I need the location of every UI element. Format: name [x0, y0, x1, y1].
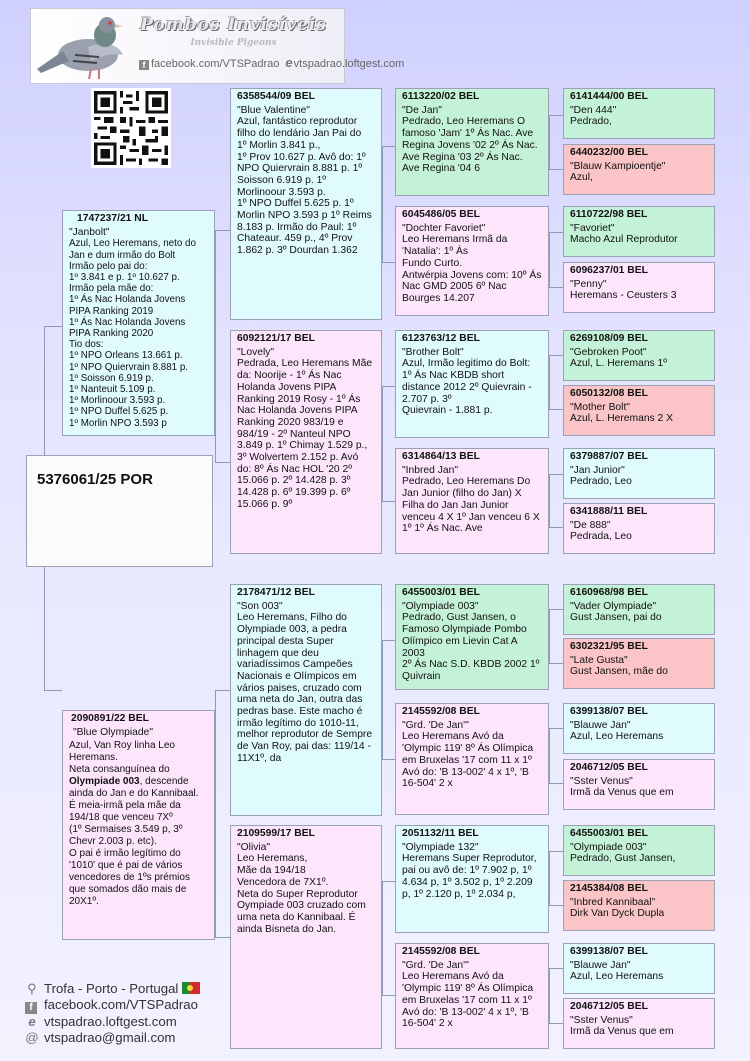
ring-id: 6358544/09 BEL — [237, 91, 315, 102]
great-grandparent-box[interactable] — [395, 330, 549, 438]
bird-name: "Vader Olympiade" — [570, 600, 657, 612]
bird-description: Leo Heremans, Mãe da 194/18 Vencedora de 7X1º. Neta do Super Reprodutor Oympiade 003 cruzado com uma neta do Kannibaal. É ainda Bisneta do Jan. — [237, 853, 366, 935]
grandsire-paternal-box[interactable] — [230, 88, 382, 320]
bird-name: "Late Gusta" — [570, 654, 628, 666]
bird-name: "Sster Venus" — [570, 775, 633, 787]
bird-name: "Blue Valentine" — [237, 104, 310, 116]
bird-description: Dirk Van Dyck Dupla — [570, 908, 665, 920]
pigeon-icon — [33, 11, 133, 83]
connector-line — [549, 609, 563, 610]
header-site-link[interactable]: vtspadrao.loftgest.com — [293, 58, 405, 70]
connector-line — [549, 232, 563, 233]
connector-line — [382, 995, 395, 996]
ancestor-box[interactable] — [563, 759, 715, 810]
bird-name: "Grd. 'De Jan'" — [402, 959, 469, 971]
ring-id: 2178471/12 BEL — [237, 587, 315, 598]
location-pin-icon: ⚲ — [27, 981, 37, 996]
bird-name: "Grd. 'De Jan'" — [402, 719, 469, 731]
connector-line — [549, 169, 563, 170]
connector-line — [382, 881, 395, 882]
ring-id: 6096237/01 BEL — [570, 265, 648, 276]
ancestor-box[interactable] — [563, 825, 715, 876]
connector-line — [549, 355, 550, 410]
ancestor-box[interactable] — [563, 448, 715, 499]
ancestor-box[interactable] — [563, 943, 715, 994]
bird-description: Pedrado, — [570, 116, 612, 128]
connector-line — [549, 115, 563, 116]
bird-name: "Mother Bolt" — [570, 401, 630, 413]
connector-line — [549, 287, 563, 288]
great-grandparent-box[interactable] — [395, 88, 549, 196]
web-e-icon: e — [285, 55, 293, 70]
connector-line — [382, 640, 383, 760]
ancestor-box[interactable] — [563, 703, 715, 754]
facebook-icon: f — [24, 997, 40, 1014]
dam-box[interactable] — [62, 710, 215, 940]
connector-line — [549, 968, 550, 1024]
ancestor-box[interactable] — [563, 206, 715, 257]
bird-description: Azul, Leo Heremans — [570, 971, 664, 983]
connector-line — [215, 462, 230, 463]
bird-name: "Olivia" — [237, 841, 271, 853]
connector-line — [215, 230, 216, 463]
facebook-icon: f — [139, 60, 149, 70]
bird-name: "Olympiade 003" — [402, 600, 479, 612]
bird-description: Macho Azul Reprodutor — [570, 234, 678, 246]
ring-id: 2145384/08 BEL — [570, 883, 648, 894]
ancestor-box[interactable] — [563, 998, 715, 1049]
connector-line — [549, 474, 563, 475]
bird-description: Azul, — [570, 172, 593, 184]
bird-description: Leo Heremans, Filho do Olympiade 003, a pedra principal desta Super linhagem que deu variadíssimos Campeões Nacionais e Olímpicos em vários paises, cruzado com uma neta do Jan, outra das pedras base. Este macho é irmão legítimo do 1010-11, melhor reprodutor de Sempre de Van Roy, pai das: 119/14 - 11X1º, da — [237, 612, 373, 764]
email-at-icon: @ — [25, 1030, 39, 1045]
ring-id: 6113220/02 BEL — [402, 91, 480, 102]
sire-box[interactable] — [62, 210, 215, 436]
bird-name: "Lovely" — [237, 346, 275, 358]
bird-description: Leo Heremans Irmã da 'Natalia': 1º Ás Fundo Curto. Antwérpia Jovens com: 10º Ás Nac GMD 2005 6º Nac Bourges 14.207 — [402, 234, 542, 304]
ring-id: 2046712/05 BEL — [570, 1001, 648, 1012]
great-grandparent-box[interactable] — [395, 584, 549, 690]
bird-name: "Favoriet" — [570, 222, 615, 234]
bird-name: "Blauw Kampioentje" — [570, 160, 666, 172]
bird-name: "Sster Venus" — [570, 1014, 633, 1026]
connector-line — [549, 527, 563, 528]
ring-id: 2145592/08 BEL — [402, 946, 480, 957]
header-banner — [30, 8, 405, 84]
ring-id: 6440232/00 BEL — [570, 147, 648, 158]
ring-id: 6050132/08 BEL — [570, 388, 648, 399]
bird-name: "Janbolt" — [69, 226, 110, 238]
connector-line — [549, 905, 563, 906]
bird-description: Azul, Leo Heremans, neto do Jan e dum irmão do Bolt Irmão pelo pai do: 1º 3.841 e p. 1º 10.627 p. Irmão pela mãe do: 1º Ás Nac Holanda Jovens PIPA Ranking 2019 1º Ás Nac Holanda Jovens PIPA Ranking 2020 Tio dos: 1º NPO Orleans 13.661 p. 1º NPO Quiervrain 8.881 p. 1º Soisson 6.919 p. 1º Nanteuit 5.109 p. 1º Morlinoour 3.593 p. 1º NPO Duffel 5.625 p. 1º Morlin NPO 3.593 p — [69, 238, 196, 429]
bird-description: Azul, L. Heremans 2 X — [570, 413, 674, 425]
connector-line — [382, 640, 395, 641]
granddam-paternal-box[interactable] — [230, 330, 382, 554]
bird-name: "Brother Bolt" — [402, 346, 464, 358]
great-grandparent-box[interactable] — [395, 943, 549, 1049]
bird-name: "Den 444" — [570, 104, 617, 116]
connector-line — [382, 759, 395, 760]
ring-id: 6314864/13 BEL — [402, 451, 480, 462]
bird-name: "Blauwe Jan" — [570, 719, 631, 731]
bird-name: "De 888" — [570, 519, 611, 531]
great-grandparent-box[interactable] — [395, 825, 549, 933]
connector-line — [549, 783, 563, 784]
bird-name: "Inbred Kannibaal" — [570, 896, 656, 908]
grandsire-maternal-box[interactable] — [230, 584, 382, 816]
bird-description: Leo Heremans Avó da 'Olympic 119' 8º Ás Olímpica em Bruxelas '17 com 11 x 1º Avó do: 'B 13-002' 4 x 1º, 'B 16-504' 2 x — [402, 731, 534, 790]
connector-line — [549, 474, 550, 528]
connector-line — [549, 663, 563, 664]
ancestor-box[interactable] — [563, 584, 715, 635]
subject-ring-id: 5376061/25 POR — [37, 471, 153, 488]
connector-line — [549, 232, 550, 288]
bird-description: Pedrado, Leo Heremans Do Jan Junior (filho do Jan) X Filha do Jan Jan Junior venceu 4 X 1º Jan venceu 6 X 1º 1º Ás Nac. Ave — [402, 476, 540, 535]
ring-id: 1747237/21 NL — [77, 213, 148, 224]
bird-name: "Jan Junior" — [570, 464, 625, 476]
connector-line — [382, 881, 383, 996]
granddam-maternal-box[interactable] — [230, 825, 382, 1049]
connector-line — [549, 851, 550, 906]
bird-name: "Son 003" — [237, 600, 283, 612]
ancestor-box[interactable] — [563, 880, 715, 931]
ring-id: 6160968/98 BEL — [570, 587, 648, 598]
connector-line — [549, 609, 550, 664]
bird-description: Pedrada, Leo Heremans Mãe da: Noorije - 1º Ás Nac Holanda Jovens PIPA Ranking 2019 Rosy - 1º Ás Nac Holanda Jovens PIPA Ranking 2020 983/19 e 984/19 - 2º Nanteul NPO 3.849 p. 1º Chimay 1.529 p., 3º Wolvertem 2.152 p. Avó do: 8º Ás Nac HOL '20 2º 15.066 p. 2º 14.428 p. 3º 14.428 p. 6º 19.399 p. 6º 15.066 p. 9º — [237, 358, 373, 510]
connector-line — [382, 146, 383, 263]
contact-footer — [24, 981, 200, 1046]
bird-name: "Inbred Jan" — [402, 464, 458, 476]
connector-line — [215, 937, 230, 938]
ring-id: 2051132/11 BEL — [402, 828, 479, 839]
great-grandparent-box[interactable] — [395, 448, 549, 554]
bird-description: Azul, Irmão legitimo do Bolt: 1º Ás Nac KBDB short distance 2012 2º Quievrain - 2.707 p. 3º Quievrain - 1.881 p. — [402, 358, 532, 417]
bird-description: Pedrado, Gust Jansen, o Famoso Olympiade Pombo Olímpico em Lievin Cat A 2003 2º Ás Nac S.D. KBDB 2002 1º Quivrain — [402, 612, 540, 682]
connector-line — [382, 501, 395, 502]
connector-line — [382, 386, 383, 502]
bird-name: "Gebroken Poot" — [570, 346, 647, 358]
bird-name: "Blauwe Jan" — [570, 959, 631, 971]
brand-subtitle: Invisible Pigeons — [190, 38, 277, 48]
qr-code — [91, 88, 171, 168]
bird-description: Irmã da Venus que em — [570, 787, 674, 799]
connector-line — [549, 115, 550, 170]
connector-line — [215, 690, 230, 691]
connector-line — [549, 968, 563, 969]
bird-name: "Olympiade 132" — [402, 841, 479, 853]
footer-facebook-link[interactable]: facebook.com/VTSPadrao — [44, 997, 198, 1012]
connector-line — [215, 230, 230, 231]
ring-id: 6141444/00 BEL — [570, 91, 648, 102]
bird-description: Azul, Van Roy linha Leo Heremans. Neta consanguínea do Olympiade 003, descende ainda do Jan e do Kannibaal. É meia-irmã pela mãe da 194/18 que venceu 7Xº (1º Sermaises 3.549 p, 3º Chevr 2.003 p. etc). O pai é irmão legítimo do '1010' que é pai de vários vencedores de 1ºs prémios que somados dão mais de 20X1º. — [69, 740, 199, 908]
ring-id: 2046712/05 BEL — [570, 762, 648, 773]
ancestor-box[interactable] — [563, 330, 715, 381]
connector-line — [382, 386, 395, 387]
ring-id: 2090891/22 BEL — [71, 713, 149, 724]
ring-id: 2145592/08 BEL — [402, 706, 480, 717]
ancestor-box[interactable] — [563, 88, 715, 139]
ring-id: 2109599/17 BEL — [237, 828, 315, 839]
bird-description: Gust Jansen, pai do — [570, 612, 662, 624]
ring-id: 6455003/01 BEL — [570, 828, 648, 839]
ring-id: 6399138/07 BEL — [570, 706, 648, 717]
connector-line — [382, 262, 395, 263]
ring-id: 6269108/09 BEL — [570, 333, 648, 344]
connector-line — [549, 409, 563, 410]
bird-name: "Penny" — [570, 278, 607, 290]
header-facebook-link[interactable]: facebook.com/VTSPadrao — [151, 58, 280, 70]
bird-description: Irmã da Venus que em — [570, 1026, 674, 1038]
connector-line — [44, 326, 62, 327]
connector-line — [44, 690, 62, 691]
bird-description: Gust Jansen, mãe do — [570, 666, 668, 678]
bird-name: "De Jan" — [402, 104, 442, 116]
web-e-icon: e — [28, 1014, 36, 1029]
bird-description: Heremans - Ceusters 3 — [570, 290, 677, 302]
ancestor-box[interactable] — [563, 385, 715, 436]
bird-name: "Dochter Favoriet" — [402, 222, 486, 234]
bird-description: Azul, fantástico reprodutor filho do lendário Jan Pai do 1º Morlin 3.841 p., 1º Prov 10.627 p. Avô do: 1º NPO Quiervrain 8.881 p. 1º Soisson 6.919 p. 1º Morlinoour 3.593 p. 1º NPO Duffel 5.625 p. 1º Morlin NPO 3.593 p 1º Reims 8.183 p. Irmão do Paul: 1º Chateaur. 459 p., 4º Prov 1.862 p. 3º Dourdan 1.362 — [237, 116, 372, 257]
bird-description: Pedrado, Leo — [570, 476, 632, 488]
bird-description: Azul, Leo Heremans — [570, 731, 664, 743]
ring-id: 6399138/07 BEL — [570, 946, 648, 957]
connector-line — [549, 1023, 563, 1024]
ancestor-box[interactable] — [563, 144, 715, 195]
connector-line — [549, 728, 563, 729]
connector-line — [549, 728, 550, 784]
bird-description: Pedrado, Leo Heremans O famoso 'Jam' 1º Ás Nac. Ave Regina Jovens '02 2º Ás Nac. Ave Regina '03 2º Ás Nac. Ave Regina '04 6 — [402, 116, 538, 175]
ring-id: 6341888/11 BEL — [570, 506, 648, 517]
ring-id: 6455003/01 BEL — [402, 587, 480, 598]
brand-title: Pombos Invisíveis — [140, 15, 327, 35]
ancestor-box[interactable] — [563, 503, 715, 554]
bird-name: "Blue Olympiade" — [73, 726, 153, 738]
great-grandparent-box[interactable] — [395, 206, 549, 316]
bird-description: Pedrado, Gust Jansen, — [570, 853, 676, 865]
footer-location: Trofa - Porto - Portugal — [44, 981, 179, 996]
great-grandparent-box[interactable] — [395, 703, 549, 815]
connector-line — [549, 355, 563, 356]
subject-box[interactable] — [26, 455, 213, 567]
ring-id: 6045486/05 BEL — [402, 209, 480, 220]
ancestor-box[interactable] — [563, 262, 715, 313]
ring-id: 6110722/98 BEL — [570, 209, 648, 220]
ring-id: 6379887/07 BEL — [570, 451, 648, 462]
ring-id: 6123763/12 BEL — [402, 333, 480, 344]
footer-email-link[interactable]: vtspadrao@gmail.com — [44, 1030, 176, 1045]
footer-site-link[interactable]: vtspadrao.loftgest.com — [44, 1014, 177, 1029]
ring-id: 6302321/95 BEL — [570, 641, 648, 652]
brand-links — [139, 55, 404, 70]
ancestor-box[interactable] — [563, 638, 715, 689]
connector-line — [382, 146, 395, 147]
connector-line — [215, 690, 216, 938]
bird-description: Heremans Super Reprodutor, pai ou avô de: 1º 7.902 p, 1º 4.634 p, 1º 3.502 p, 1º 2.209 p, 1º 2.120 p, 1º 2.034 p, — [402, 853, 537, 900]
bird-description: Azul, L. Heremans 1º — [570, 358, 668, 370]
portugal-flag-icon — [182, 982, 200, 994]
bird-name: "Olympiade 003" — [570, 841, 647, 853]
bird-description: Pedrada, Leo — [570, 531, 632, 543]
bird-description: Leo Heremans Avó da 'Olympic 119' 8º Ás Olímpica em Bruxelas '17 com 11 x 1º Avó do: 'B 13-002' 4 x 1º, 'B 16-504' 2 x — [402, 971, 534, 1030]
ring-id: 6092121/17 BEL — [237, 333, 315, 344]
connector-line — [549, 851, 563, 852]
